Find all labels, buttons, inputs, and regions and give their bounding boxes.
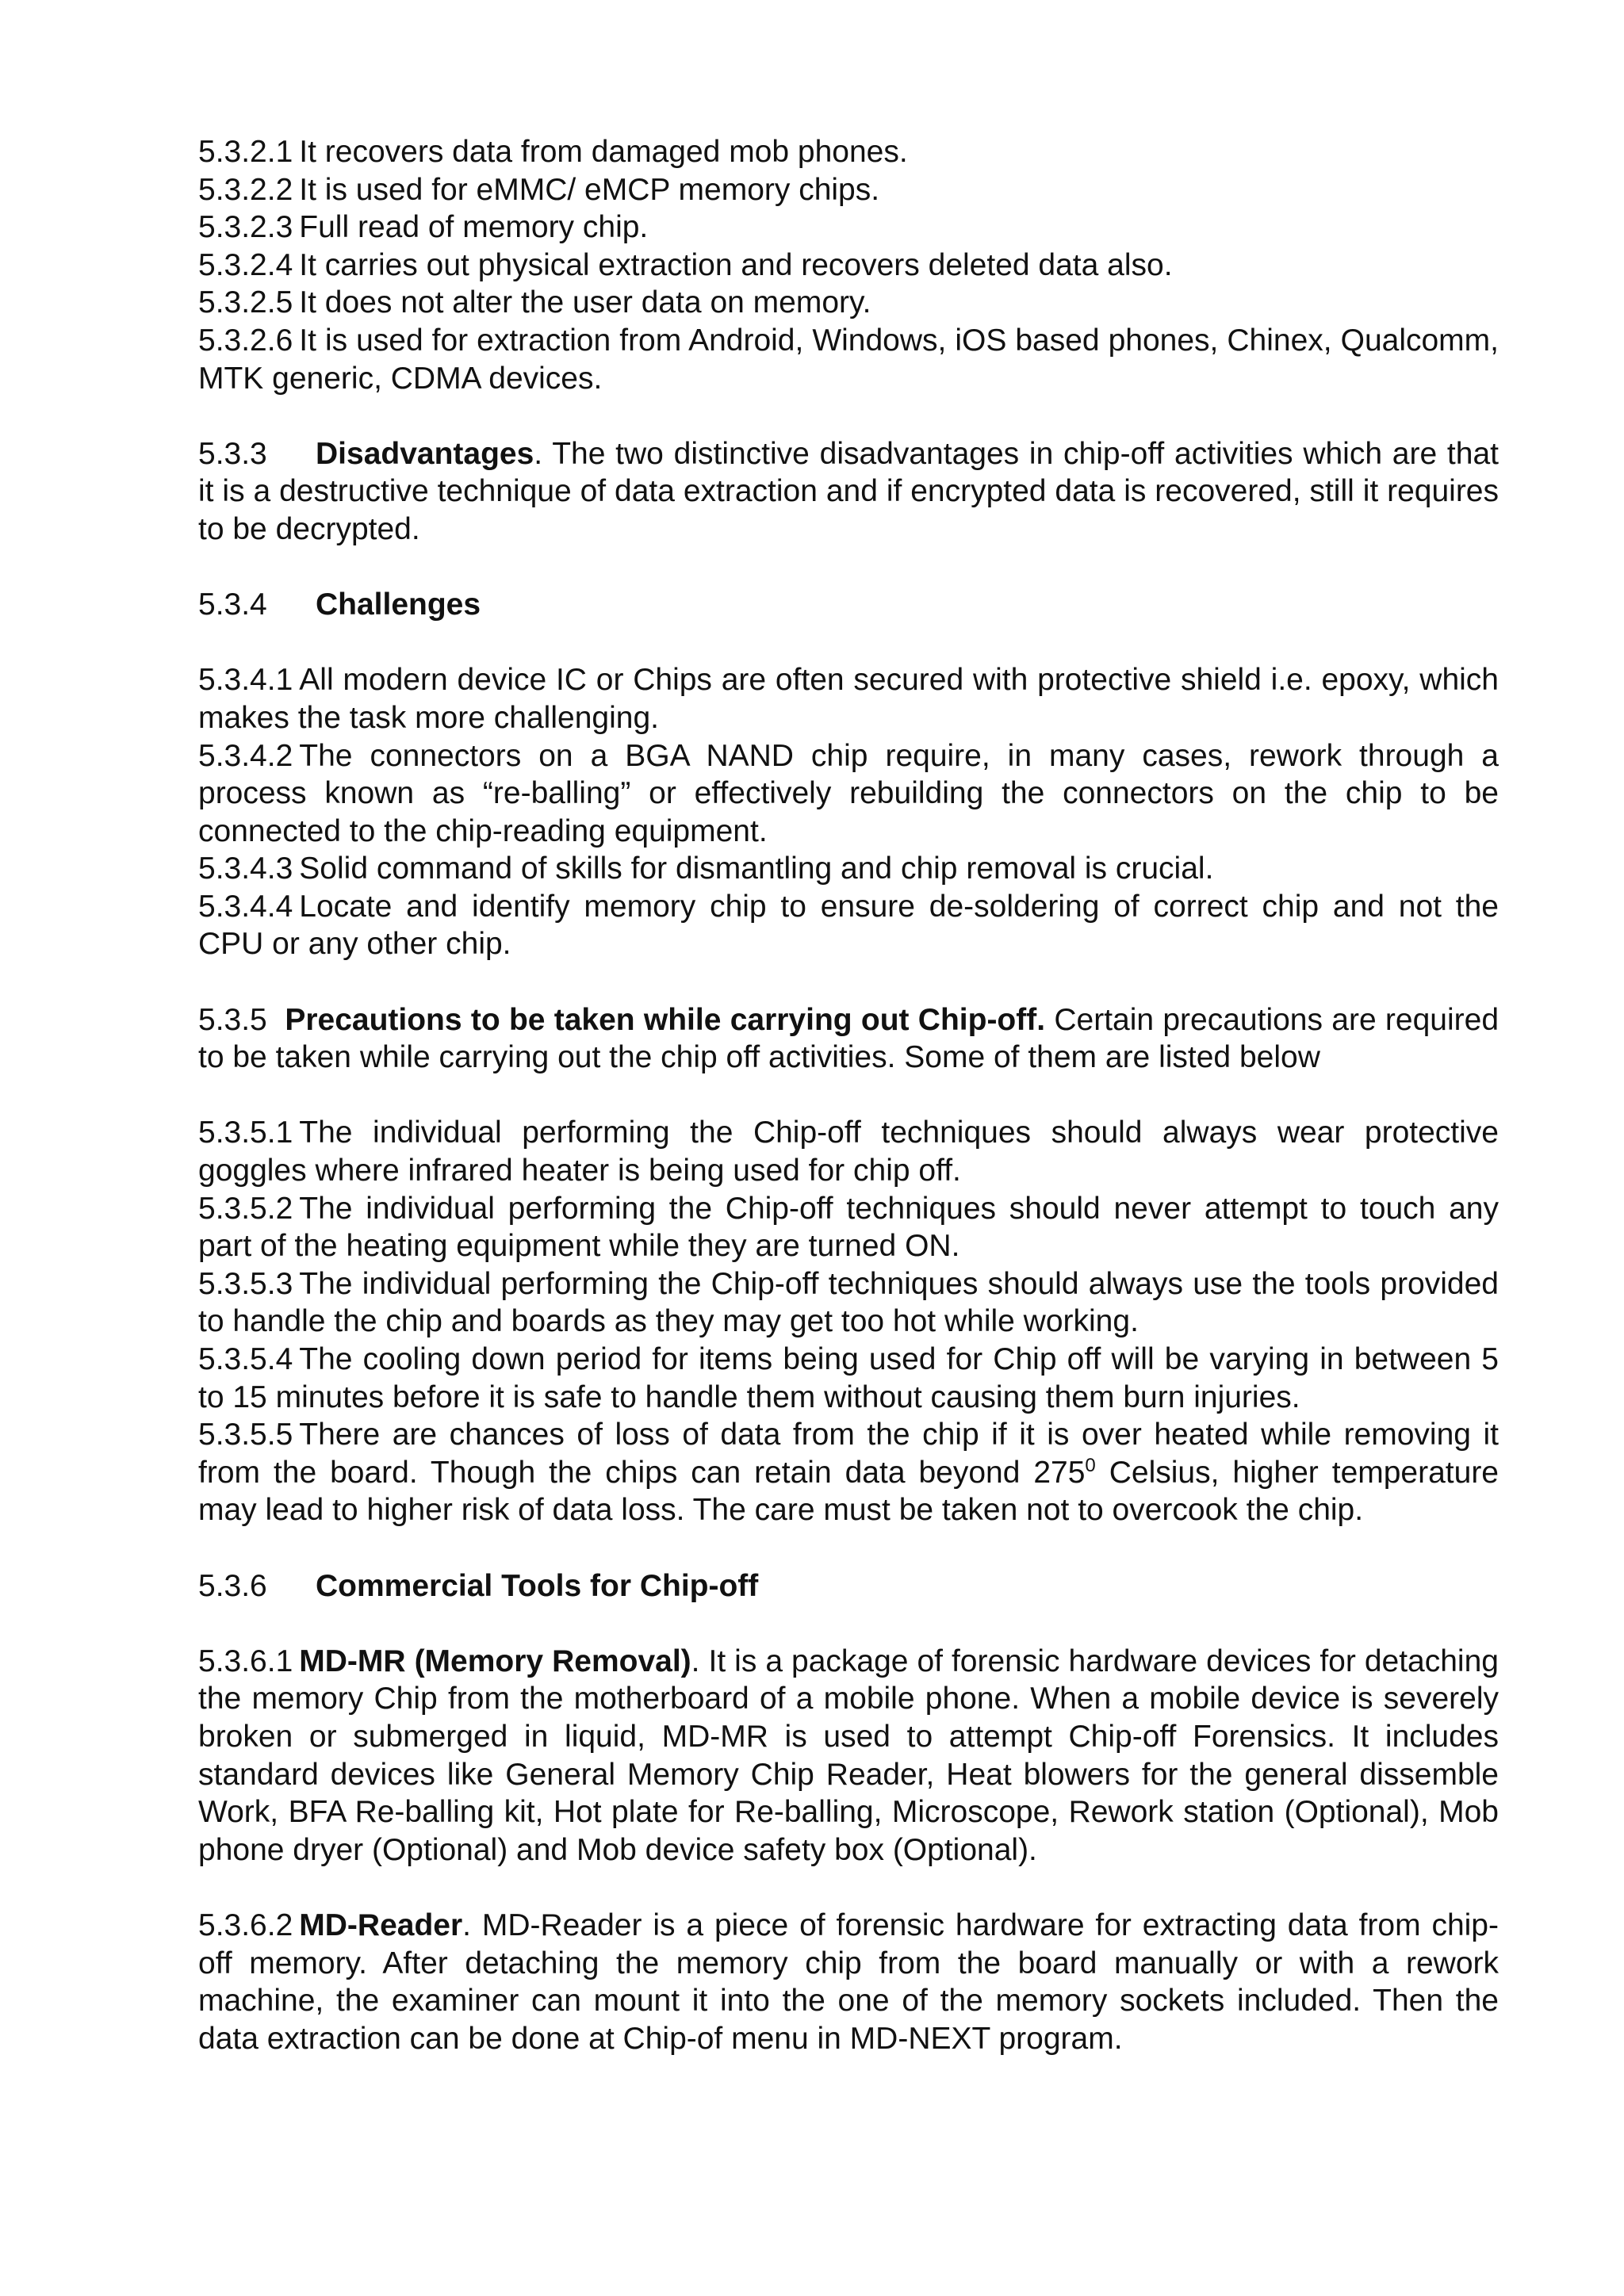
list-item: 5.3.5.4 The cooling down period for items being used for Chip off will be varying in between 5 to 15 minutes before it is safe to handle them without causing them burn injuries. (198, 1342, 1499, 1414)
list-item: 5.3.4.2 The connectors on a BGA NAND chip require, in many cases, rework through a process known as “re-balling” or effectively rebuilding the connectors on the chip to be connected to the chip-reading equipment. (198, 738, 1499, 848)
section-number: 5.3.6 (198, 1568, 267, 1603)
section-title: Disadvantages (316, 436, 534, 471)
section-title: Challenges (316, 587, 481, 622)
section-commercial-tools-heading (198, 1567, 1499, 1605)
list-item: 5.3.2.4 It carries out physical extraction and recovers deleted data also. (198, 247, 1173, 282)
item-title: MD-Reader (299, 1908, 463, 1942)
list-item: 5.3.2.1 It recovers data from damaged mob phones. (198, 135, 908, 169)
section-number: 5.3.4 (198, 587, 267, 622)
section-title: Precautions to be taken while carrying out Chip-off. (285, 1002, 1046, 1037)
section-number: 5.3.3 (198, 436, 267, 471)
list-item: 5.3.6.2 MD-Reader. MD-Reader is a piece of forensic hardware for extracting data from chip-off memory. After detaching the memory chip from the board manually or with a rework machine, the examiner can mount it into the one of the memory sockets included. Then the data extraction can be done at Chip-of menu in MD-NEXT program. (198, 1908, 1499, 2056)
list-item: 5.3.2.3 Full read of memory chip. (198, 210, 649, 245)
list-item: 5.3.2.2 It is used for eMMC/ eMCP memory chips. (198, 172, 880, 207)
list-item: 5.3.5.2 The individual performing the Chip-off techniques should never attempt to touch any part of the heating equipment while they are turned ON. (198, 1191, 1499, 1264)
list-item: 5.3.4.3 Solid command of skills for dismantling and chip removal is crucial. (198, 851, 1214, 886)
section-precautions: 5.3.5 Precautions to be taken while carrying out Chip-off. Certain precautions are required to be taken while carrying out the chip off activities. Some of them are listed below (198, 1002, 1500, 1075)
list-item: 5.3.4.4 Locate and identify memory chip to ensure de-soldering of correct chip and not the CPU or any other chip. (198, 889, 1499, 962)
spacer (198, 1529, 1499, 1567)
spacer (198, 963, 1499, 1001)
spacer (198, 397, 1499, 435)
section-challenges-heading (198, 586, 1499, 624)
section-disadvantages: 5.3.3 Disadvantages. The two distinctive disadvantages in chip-off activities which are that it is a destructive technique of data extraction and if encrypted data is recovered, still it requires to be decrypted. (198, 436, 1499, 546)
spacer (198, 1869, 1499, 1907)
spacer (198, 624, 1499, 662)
item-title: MD-MR (Memory Removal) (299, 1644, 691, 1678)
spacer (198, 1077, 1499, 1115)
superscript: 0 (1085, 1454, 1096, 1476)
list-item: 5.3.2.5 It does not alter the user data on memory. (198, 285, 871, 320)
list-item: 5.3.5.3 The individual performing the Chip-off techniques should always use the tools provided to handle the chip and boards as they may get too hot while working. (198, 1266, 1499, 1339)
document-page (198, 133, 1499, 2057)
list-item: 5.3.2.6 It is used for extraction from Android, Windows, iOS based phones, Chinex, Qualcomm, MTK generic, CDMA devices. (198, 323, 1499, 396)
section-title: Commercial Tools for Chip-off (316, 1568, 759, 1603)
list-item: 5.3.4.1 All modern device IC or Chips are often secured with protective shield i.e. epoxy, which makes the task more challenging. (198, 663, 1499, 735)
list-item: 5.3.5.5 There are chances of loss of data from the chip if it is over heated while removing it from the board. Though the chips can retain data beyond $275^0$ Celsius, higher temperature may lead to higher risk of data loss. The care must be taken not to overcook the chip. (198, 1418, 1500, 1528)
spacer (198, 1605, 1499, 1643)
list-item: 5.3.6.1 MD-MR (Memory Removal). It is a package of forensic hardware devices for detaching the memory Chip from the motherboard of a mobile phone. When a mobile device is severely broken or submerged in liquid, MD-MR is used to attempt Chip-off Forensics. It includes standard devices like General Memory Chip Reader, Heat blowers for the general dissemble Work, BFA Re-balling kit, Hot plate for Re-balling, Microscope, Rework station (Optional), Mob phone dryer (Optional) and Mob device safety box (Optional). (198, 1644, 1499, 1867)
section-number: 5.3.5 (198, 1002, 267, 1037)
spacer (198, 549, 1499, 587)
list-item: 5.3.5.1 The individual performing the Chip-off techniques should always wear protective goggles where infrared heater is being used for chip off. (198, 1115, 1499, 1188)
